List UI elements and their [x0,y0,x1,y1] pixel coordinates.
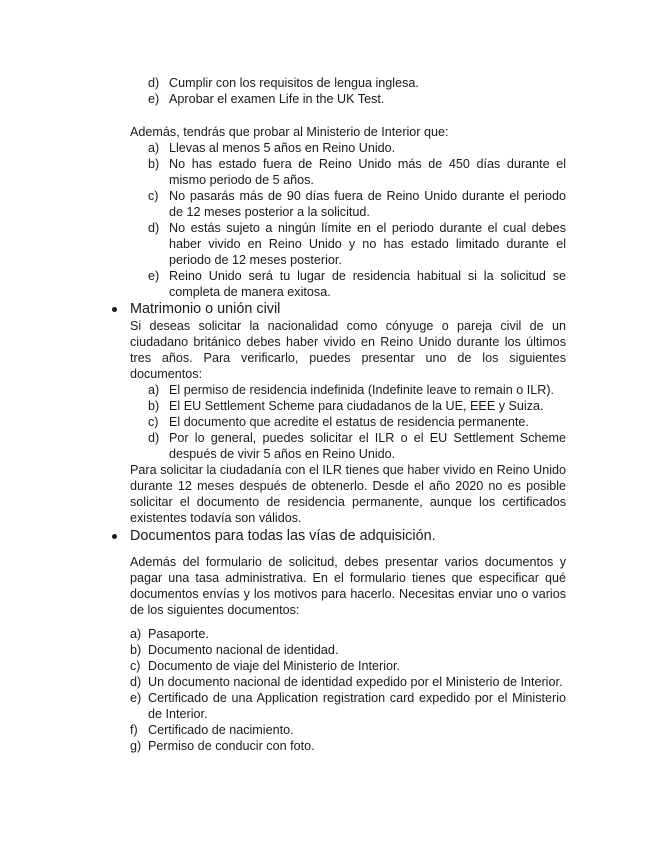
list-item-text: Pasaporte. [148,627,209,641]
list-item-text: Certificado de nacimiento. [148,723,294,737]
bullet-icon [112,307,117,312]
list-item-label: c) [148,415,159,429]
list-item-text: Llevas al menos 5 años en Reino Unido. [169,141,396,155]
list-item-label: e) [148,269,160,283]
section-heading-documents: Documentos para todas las vías de adquisición. [130,528,436,544]
list-item-label: b) [148,157,160,171]
list-item [130,738,566,754]
bullet-icon [112,534,117,539]
list-item [148,140,566,156]
list-item [130,674,566,690]
list-item [148,382,566,398]
list-item [148,268,566,300]
list-item-label: g) [130,739,142,753]
list-item [148,220,566,268]
list-item-text: El permiso de residencia indefinida (Indefinite leave to remain o ILR). [169,383,555,397]
list-item-text: El EU Settlement Scheme para ciudadanos de la UE, EEE y Suiza. [169,399,544,413]
ministry-intro-text: Además, tendrás que probar al Ministerio de Interior que: [130,125,449,139]
list-item-label: d) [148,431,160,445]
list-item-label: f) [130,723,138,737]
list-item-text: No pasarás más de 90 días fuera de Reino Unido durante el periodo de 12 meses posterior a la solicitud. [169,189,566,219]
list-item-text: El documento que acredite el estatus de residencia permanente. [169,415,529,429]
documents-paragraph: Además del formulario de solicitud, debes presentar varios documentos y pagar una tasa administrativa. En el formulario tienes que especificar qué documentos envías y los motivos para hacerlo. Necesitas enviar uno o varios de los siguientes documentos: [130,555,566,617]
ministry-requirements-list [148,140,566,300]
list-item-label: d) [148,221,160,235]
list-item [130,642,566,658]
list-item-label: a) [148,383,160,397]
list-item-label: e) [148,92,160,106]
list-item [130,690,566,722]
list-item [148,414,566,430]
list-item-text: Aprobar el examen Life in the UK Test. [169,92,385,106]
list-item [148,91,566,107]
list-item [130,626,566,642]
list-item-text: Documento de viaje del Ministerio de Interior. [148,659,401,673]
documents-list [130,626,566,754]
list-item [148,398,566,414]
marriage-documents-list [148,382,566,462]
marriage-paragraph: Si deseas solicitar la nacionalidad como cónyuge o pareja civil de un ciudadano británico debes haber vivido en Reino Unido durante los últimos tres años. Para verificarlo, puedes presentar uno de los siguientes documentos: [130,319,566,381]
list-item-label: d) [148,76,160,90]
list-item-text: Cumplir con los requisitos de lengua inglesa. [169,76,419,90]
list-item-text: Permiso de conducir con foto. [148,739,315,753]
list-item-text: Documento nacional de identidad. [148,643,339,657]
list-item-label: d) [130,675,142,689]
list-item-text: No has estado fuera de Reino Unido más de 450 días durante el mismo periodo de 5 años. [169,157,566,187]
list-item [130,658,566,674]
list-item-text: Por lo general, puedes solicitar el ILR o el EU Settlement Scheme después de vivir 5 años en Reino Unido. [169,431,566,461]
list-item-label: b) [130,643,142,657]
list-item-label: e) [130,691,142,705]
list-item-text: Un documento nacional de identidad expedido por el Ministerio de Interior. [148,675,563,689]
list-item [148,156,566,188]
list-item-text: Certificado de una Application registration card expedido por el Ministerio de Interior. [148,691,566,721]
list-item [148,75,566,91]
list-item [148,430,566,462]
list-item [148,188,566,220]
list-item-text: Reino Unido será tu lugar de residencia habitual si la solicitud se completa de manera exitosa. [169,269,566,299]
list-item-label: c) [148,189,159,203]
list-item-label: a) [148,141,160,155]
marriage-closing-paragraph: Para solicitar la ciudadanía con el ILR tienes que haber vivido en Reino Unido durante 12 meses después de obtenerlo. Desde el año 2020 no es posible solicitar el documento de residencia permanente, aunque los certificados existentes todavía son válidos. [130,463,566,525]
list-item [130,722,566,738]
list-item-label: c) [130,659,141,673]
list-item-text: No estás sujeto a ningún límite en el periodo durante el cual debes haber vivido en Reino Unido y no has estado limitado durante el periodo de 12 meses posterior. [169,221,566,267]
list-item-label: b) [148,399,160,413]
section-heading-marriage: Matrimonio o unión civil [130,301,281,317]
list-item-label: a) [130,627,142,641]
requirements-list-continued [148,75,566,107]
